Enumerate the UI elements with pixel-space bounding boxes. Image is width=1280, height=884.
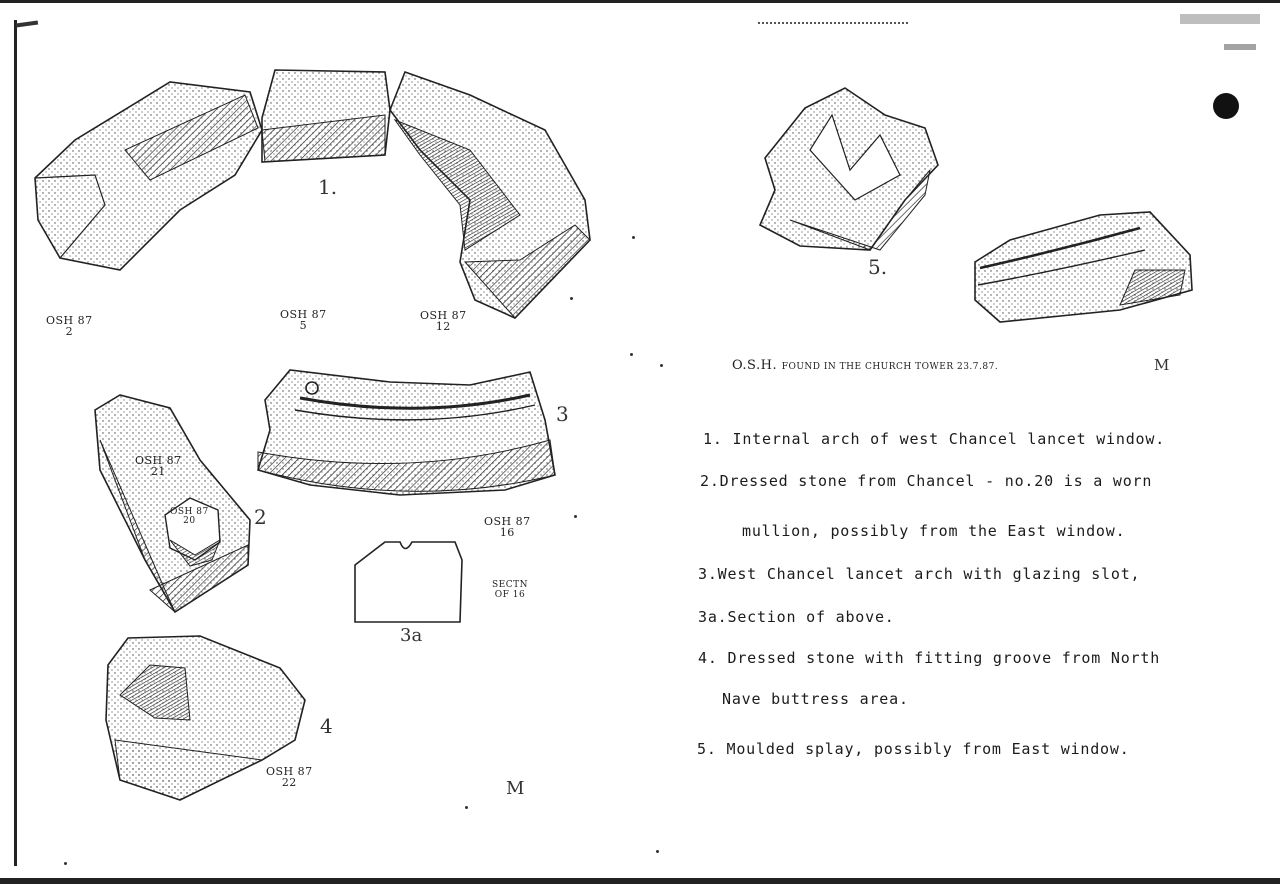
scan-speck: [632, 236, 635, 239]
fig3-number: 3: [556, 402, 569, 426]
legend-item-3: 3.West Chancel lancet arch with glazing slot,: [698, 565, 1141, 583]
legend-item-5: 5. Moulded splay, possibly from East window.: [697, 740, 1130, 758]
scan-speck: [574, 515, 577, 518]
fig5-moulded-splay-b: [975, 212, 1192, 322]
fig1-number: 1.: [318, 175, 338, 199]
legend-item-3a: 3a.Section of above.: [698, 608, 895, 626]
fig3a-number: 3a: [400, 625, 423, 646]
author-initials-bottom: M: [506, 778, 525, 799]
fig5-number: 5.: [868, 255, 888, 279]
scan-speck: [630, 353, 633, 356]
legend-item-2: 2.Dressed stone from Chancel - no.20 is a worn: [700, 472, 1153, 490]
fig1-arch-stone-middle: [262, 70, 390, 162]
fig4-number: 4: [320, 714, 333, 738]
fig3-lancet-arch: [258, 370, 555, 495]
scan-speck: [64, 862, 67, 865]
scan-speck: [660, 364, 663, 367]
scan-speck: [570, 297, 573, 300]
author-initials-right: M: [1154, 356, 1170, 374]
legend-item-4-cont: Nave buttress area.: [722, 690, 909, 708]
osh-label-20: OSH 87 20: [170, 507, 209, 526]
fig2-worn-mullion: [95, 395, 250, 612]
fig1-arch-stone-right: [390, 72, 590, 318]
caption-prefix: O.S.H.: [732, 358, 778, 373]
legend-item-2-cont: mullion, possibly from the East window.: [742, 522, 1126, 540]
osh-label-16: OSH 87 16: [484, 515, 531, 539]
section-note: SECTN OF 16: [492, 580, 528, 600]
osh-label-5: OSH 87 5: [280, 308, 327, 332]
fig3a-section: [355, 542, 462, 622]
fig5-moulded-splay-a: [760, 88, 938, 250]
osh-label-2: OSH 87 2: [46, 314, 93, 338]
legend-item-4: 4. Dressed stone with fitting groove from North: [698, 649, 1161, 667]
scan-speck: [656, 850, 659, 853]
fig1-arch-stone-left: [35, 82, 262, 270]
osh-label-21: OSH 87 21: [135, 454, 182, 478]
fig2-number: 2: [254, 505, 267, 529]
scan-speck: [465, 806, 468, 809]
sheet-caption: [732, 358, 998, 373]
legend-item-1: 1. Internal arch of west Chancel lancet window.: [703, 430, 1166, 448]
osh-label-12: OSH 87 12: [420, 309, 467, 333]
caption-text: FOUND IN THE CHURCH TOWER 23.7.87.: [781, 362, 999, 372]
osh-label-22: OSH 87 22: [266, 765, 313, 789]
